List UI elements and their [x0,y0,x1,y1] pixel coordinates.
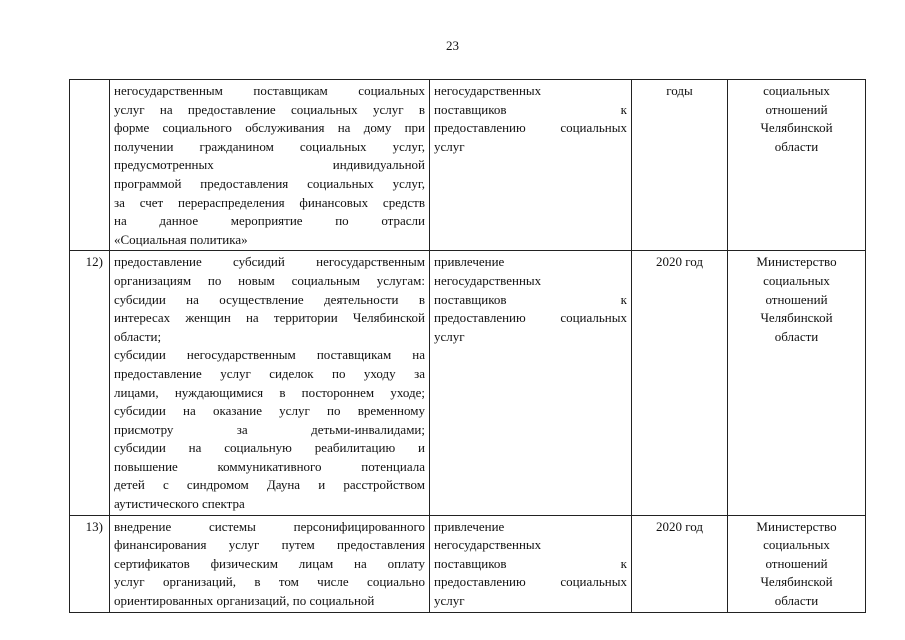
result-line: услуг [434,138,465,154]
responsible-line: социальных [763,272,830,288]
measures-table [69,79,866,613]
responsible-line: Министерство [756,518,837,534]
responsible-executor [728,251,866,515]
description-line: субсидии негосударственным поставщикам на [114,347,425,363]
result-line: поставщиков к [434,101,627,117]
implementation-term: 2020 год [632,515,728,612]
description-line: услуг организаций, в том числе социально [114,574,425,590]
description-line: ориентированных организаций, по социальной [114,593,375,609]
description-line: получении гражданином социальных услуг, [114,138,425,154]
result-line: привлечение [434,254,505,270]
responsible-line: отношений [765,291,828,307]
result-line: привлечение [434,518,505,534]
description-line: повышение коммуникативного потенциала [114,458,425,474]
responsible-line: Министерство [756,254,837,270]
expected-result [430,80,632,251]
description-line: предоставление услуг сиделок по уходу за [114,365,425,381]
result-line: предоставлению социальных [434,574,627,590]
description-line: «Социальная политика» [114,231,248,247]
result-line: услуг [434,593,465,609]
responsible-line: области [774,593,819,609]
description-line: лицами, нуждающимися в постороннем уходе; [114,384,425,400]
row-number: 13) [70,515,110,612]
description-line: присмотру за детьми-инвалидами; [114,421,425,437]
measure-description [110,515,430,612]
row-number [70,80,110,251]
description-line: внедрение системы персонифицированного [114,518,425,534]
table-row [70,515,866,612]
result-line: поставщиков к [434,555,627,571]
table-body [70,80,866,613]
result-line: негосударственных [434,272,542,288]
implementation-term: годы [632,80,728,251]
result-line: услуг [434,328,465,344]
expected-result [430,515,632,612]
responsible-executor [728,515,866,612]
table-row [70,80,866,251]
responsible-line: Челябинской [760,310,833,326]
result-line: предоставлению социальных [434,310,627,326]
responsible-line: социальных [763,83,830,98]
responsible-line: отношений [765,101,828,117]
description-line: организациям по новым социальным услугам: [114,272,425,288]
row-number: 12) [70,251,110,515]
description-line: аутистического спектра [114,496,245,512]
description-line: форме социального обслуживания на дому при [114,120,425,136]
expected-result [430,251,632,515]
description-line: услуг на предоставление социальных услуг в [114,101,425,117]
result-line: поставщиков к [434,291,627,307]
table-row [70,251,866,515]
result-line: предоставлению социальных [434,120,627,136]
description-line: финансирования услуг путем предоставления [114,537,425,553]
description-line: за счет перераспределения финансовых средств [114,194,425,210]
responsible-line: области [774,328,819,344]
description-line: программой предоставления социальных услуг, [114,175,425,191]
responsible-line: Челябинской [760,120,833,136]
description-line: субсидии на осуществление деятельности в [114,291,425,307]
page-number: 23 [446,38,459,53]
description-line: предоставление субсидий негосударственным [114,254,425,270]
result-line: негосударственных [434,537,542,553]
measure-description [110,80,430,251]
description-line: субсидии на социальную реабилитацию и [114,440,425,456]
responsible-executor [728,80,866,251]
responsible-line: Челябинской [760,574,833,590]
description-line: интересах женщин на территории Челябинской [114,310,425,326]
responsible-line: области [774,138,819,154]
implementation-term: 2020 год [632,251,728,515]
responsible-line: социальных [763,537,830,553]
description-line: области; [114,328,162,344]
description-line: субсидии на оказание услуг по временному [114,403,425,419]
responsible-line: отношений [765,555,828,571]
measure-description [110,251,430,515]
description-line: негосударственным поставщикам социальных [114,83,425,98]
description-line: предусмотренных индивидуальной [114,157,425,173]
result-line: негосударственных [434,83,542,98]
description-line: на данное мероприятие по отрасли [114,213,425,229]
description-line: детей с синдромом Дауна и расстройством [114,477,425,493]
description-line: сертификатов физическим лицам на оплату [114,555,425,571]
